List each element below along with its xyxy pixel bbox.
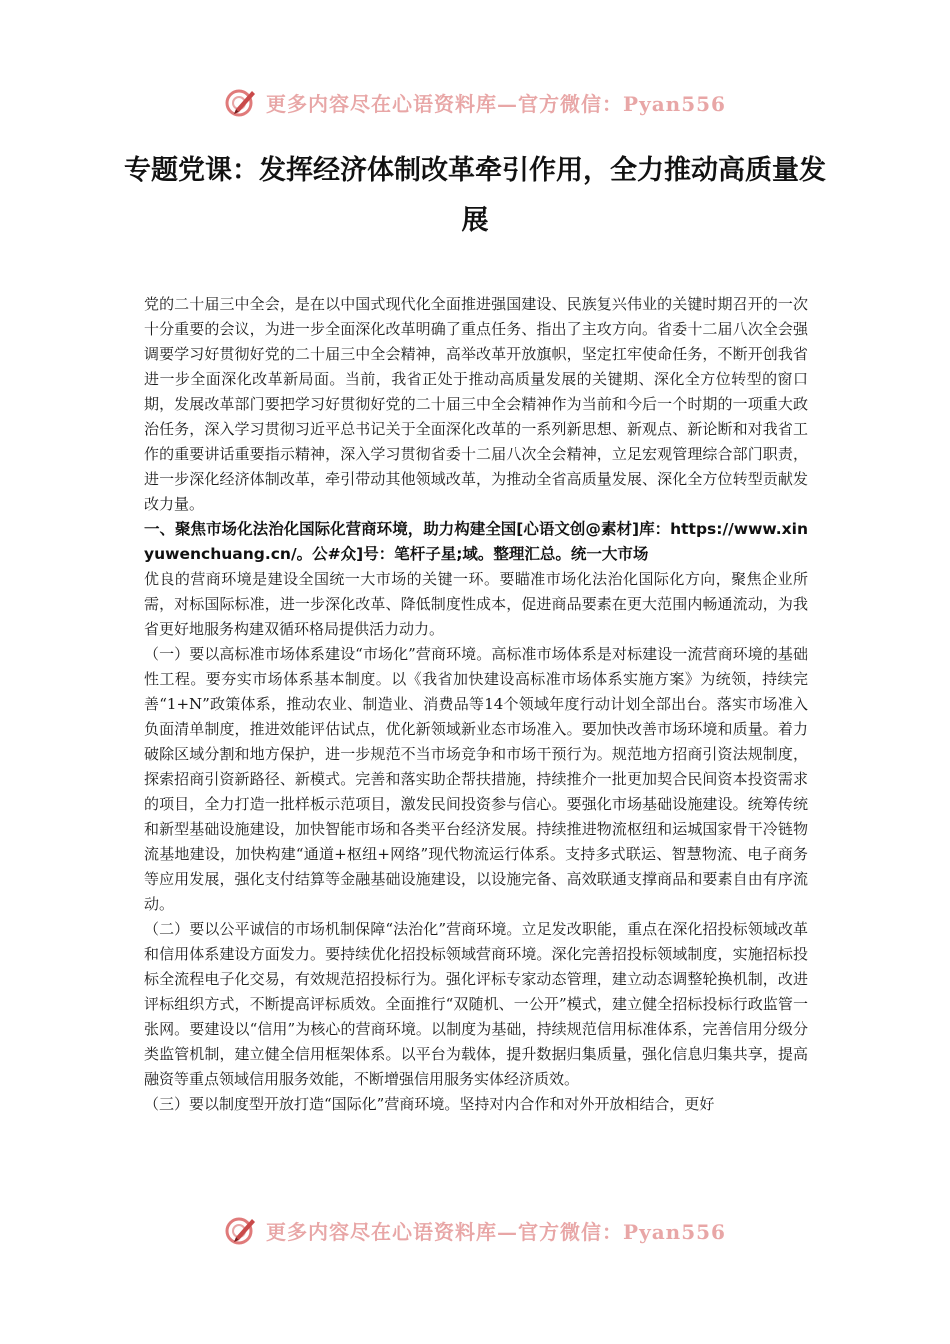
watermark-text: 更多内容尽在心语资料库—官方微信：Pyan556 xyxy=(266,1219,726,1244)
body-paragraph: 优良的营商环境是建设全国统一大市场的关键一环。要瞄准市场化法治化国际化方向，聚焦企业所需，对标国际标准，进一步深化改革、降低制度性成本，促进商品要素在更大范围内畅通流动，为我省更好地服务构建双循环格局提供活力动力。 xyxy=(144,570,808,638)
document-title: 专题党课：发挥经济体制改革牵引作用，全力推动高质量发展 xyxy=(124,155,826,236)
body-paragraph: （二）要以公平诚信的市场机制保障“法治化”营商环境。立足发改职能，重点在深化招投标领域改革和信用体系建设方面发力。要持续优化招投标领域营商环境。深化完善招投标领域制度，实施招标投标全流程电子化交易，有效规范招投标行为。强化评标专家动态管理，建立动态调整轮换机制，改进评标组织方式，不断提高评标质效。全面推行“双随机、一公开”模式，建立健全招标投标行政监管一张网。要建设以“信用”为核心的营商环境。以制度为基础，持续规范信用标准体系，完善信用分级分类监管机制，建立健全信用框架体系。以平台为载体，提升数据归集质量，强化信息归集共享，提高融资等重点领域信用服务效能，不断增强信用服务实体经济质效。 xyxy=(144,920,808,1088)
body-paragraph: （一）要以高标准市场体系建设“市场化”营商环境。高标准市场体系是对标建设一流营商环境的基础性工程。要夯实市场体系基本制度。以《我省加快建设高标准市场体系实施方案》为统领，持续完善“1+N”政策体系，推动农业、制造业、消费品等14个领域年度行动计划全部出台。落实市场准入负面清单制度，推进效能评估试点，优化新领域新业态市场准入。要加快改善市场环境和质量。着力破除区域分割和地方保护，进一步规范不当市场竞争和市场干预行为。规范地方招商引资法规制度，探索招商引资新路径、新模式。完善和落实助企帮扶措施，持续推介一批更加契合民间资本投资需求的项目，全力打造一批样板示范项目，激发民间投资参与信心。要强化市场基础设施建设。统筹传统和新型基础设施建设，加快智能市场和各类平台经济发展。持续推进物流枢纽和运城国家骨干冷链物流基地建设，加快构建“通道+枢纽+网络”现代物流运行体系。支持多式联运、智慧物流、电子商务等应用发展，强化支付结算等金融基础设施建设，以设施完备、高效联通支撑商品和要素自由有序流动。 xyxy=(144,645,808,913)
section-heading-1: 一、聚焦市场化法治化国际化营商环境，助力构建全国[心语文创@素材]库：https://www.xinyuwenchuang.cn/。公#众]号：笔杆子星;域。整理汇总。统一大市场 xyxy=(144,520,808,563)
brush-pen-logo-icon xyxy=(224,1213,258,1247)
watermark-banner-bottom xyxy=(0,1208,950,1252)
body-paragraph: （三）要以制度型开放打造“国际化”营商环境。坚持对内合作和对外开放相结合，更好 xyxy=(144,1095,715,1113)
brush-pen-logo-icon xyxy=(224,85,258,119)
intro-paragraph: 党的二十届三中全会，是在以中国式现代化全面推进强国建设、民族复兴伟业的关键时期召开的一次十分重要的会议，为进一步全面深化改革明确了重点任务、指出了主攻方向。省委十二届八次全会强调要学习好贯彻好党的二十届三中全会精神，高举改革开放旗帜，坚定扛牢使命任务，不断开创我省进一步全面深化改革新局面。当前，我省正处于推动高质量发展的关键期、深化全方位转型的窗口期，发展改革部门要把学习好贯彻好党的二十届三中全会精神作为当前和今后一个时期的一项重大政治任务，深入学习贯彻习近平总书记关于全面深化改革的一系列新思想、新观点、新论断和对我省工作的重要讲话重要指示精神，深入学习贯彻省委十二届八次全会精神，立足宏观管理综合部门职责，进一步深化经济体制改革，牵引带动其他领域改革，为推动全省高质量发展、深化全方位转型贡献发改力量。 xyxy=(144,295,808,513)
watermark-banner-top xyxy=(0,80,950,124)
document-body xyxy=(144,292,808,1117)
watermark-text: 更多内容尽在心语资料库—官方微信：Pyan556 xyxy=(266,91,726,116)
